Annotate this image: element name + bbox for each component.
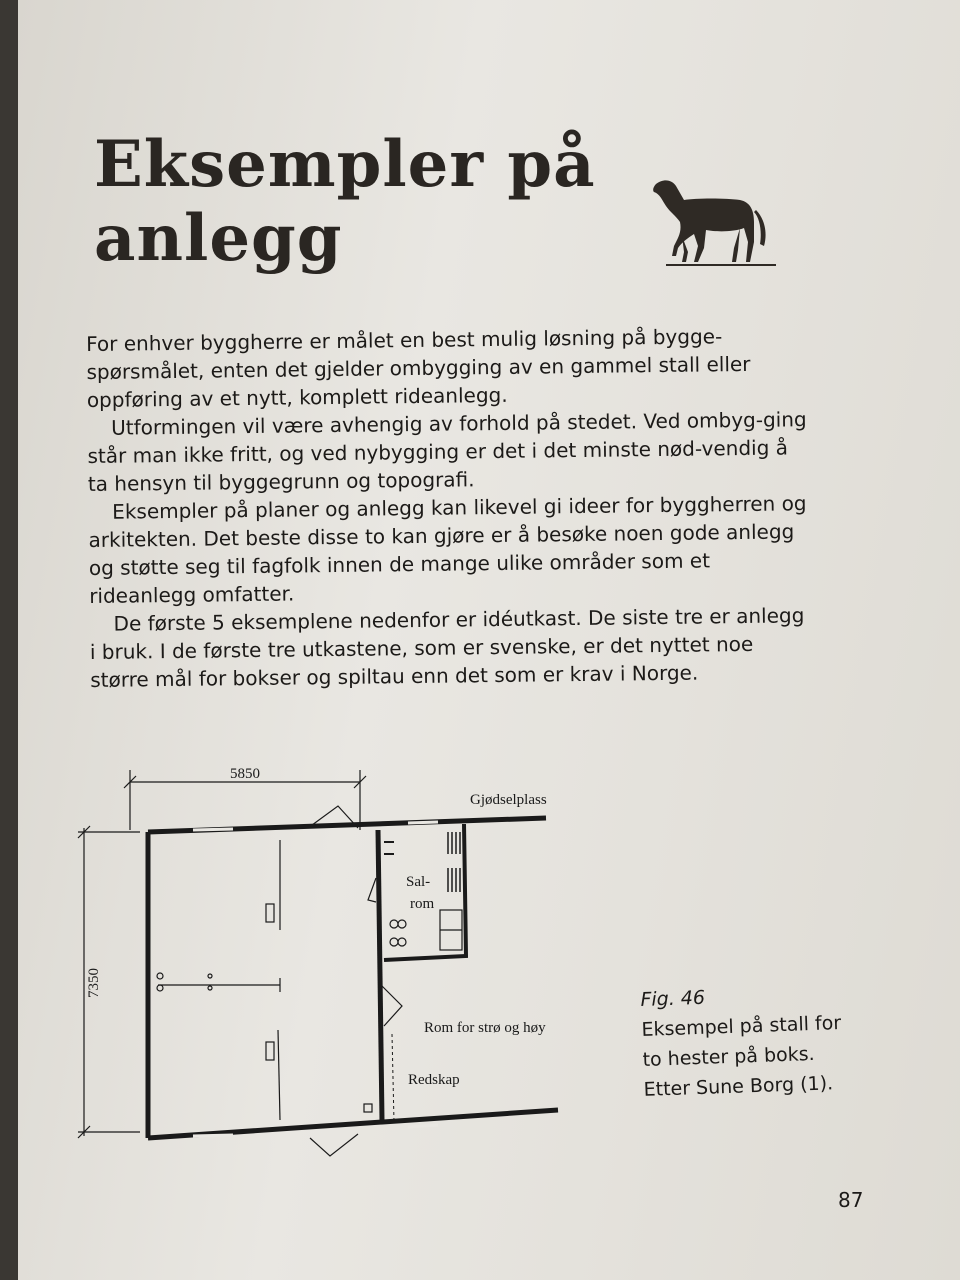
paragraph-3: Eksempler på planer og anlegg kan likevel gi ideer for byggherren og arkitekten. Det beste disse to kan gjøre er å besøke noen gode anlegg og støtte seg til fagfolk innen de mange ulike områder som et rideanlegg omfatter. — [88, 491, 807, 608]
label-salrom-2: rom — [410, 896, 435, 912]
caption-line-3: Etter Sune Borg (1). — [643, 1072, 834, 1101]
label-rom-for-stro: Rom for strø og høy — [424, 1020, 546, 1036]
horse-icon — [636, 172, 786, 272]
label-salrom-1: Sal- — [406, 874, 431, 890]
paragraph-1: For enhver byggherre er målet en best mulig løsning på bygge-spørsmålet, enten det gjelder ombygging av en gammel stall eller oppføring av et nytt, komplett rideanlegg. — [86, 324, 751, 412]
caption-line-1: Eksempel på stall for — [641, 1012, 842, 1041]
figure-number: Fig. 46 — [640, 986, 706, 1011]
label-gjodselplass: Gjødselplass — [470, 792, 547, 808]
book-page — [18, 0, 960, 1280]
title-line-1: Eksempler på — [94, 127, 596, 202]
caption-line-2: to hester på boks. — [642, 1042, 816, 1071]
height-dimension: 7350 — [86, 968, 102, 998]
paragraph-2: Utformingen vil være avhengig av forhold på stedet. Ved ombyg-ging står man ikke fritt, og ved nybygging er det i det minste nød-vendig å ta hensyn til byggegrunn og topografi. — [87, 407, 807, 496]
width-dimension: 5850 — [230, 766, 260, 782]
label-redskap: Redskap — [408, 1072, 460, 1088]
paragraph-4: De første 5 eksemplene nedenfor er idéutkast. De siste tre er anlegg i bruk. I de første tre utkastene, som er svenske, er det nyttet noe større mål for bokser og spiltau enn det som er krav i Norge. — [89, 603, 805, 692]
page-number: 87 — [838, 1188, 864, 1212]
stable-floor-plan — [68, 750, 608, 1170]
title-line-2: anlegg — [94, 201, 343, 276]
body-text — [86, 321, 810, 694]
page-title — [94, 128, 614, 276]
figure-caption — [640, 977, 884, 1105]
